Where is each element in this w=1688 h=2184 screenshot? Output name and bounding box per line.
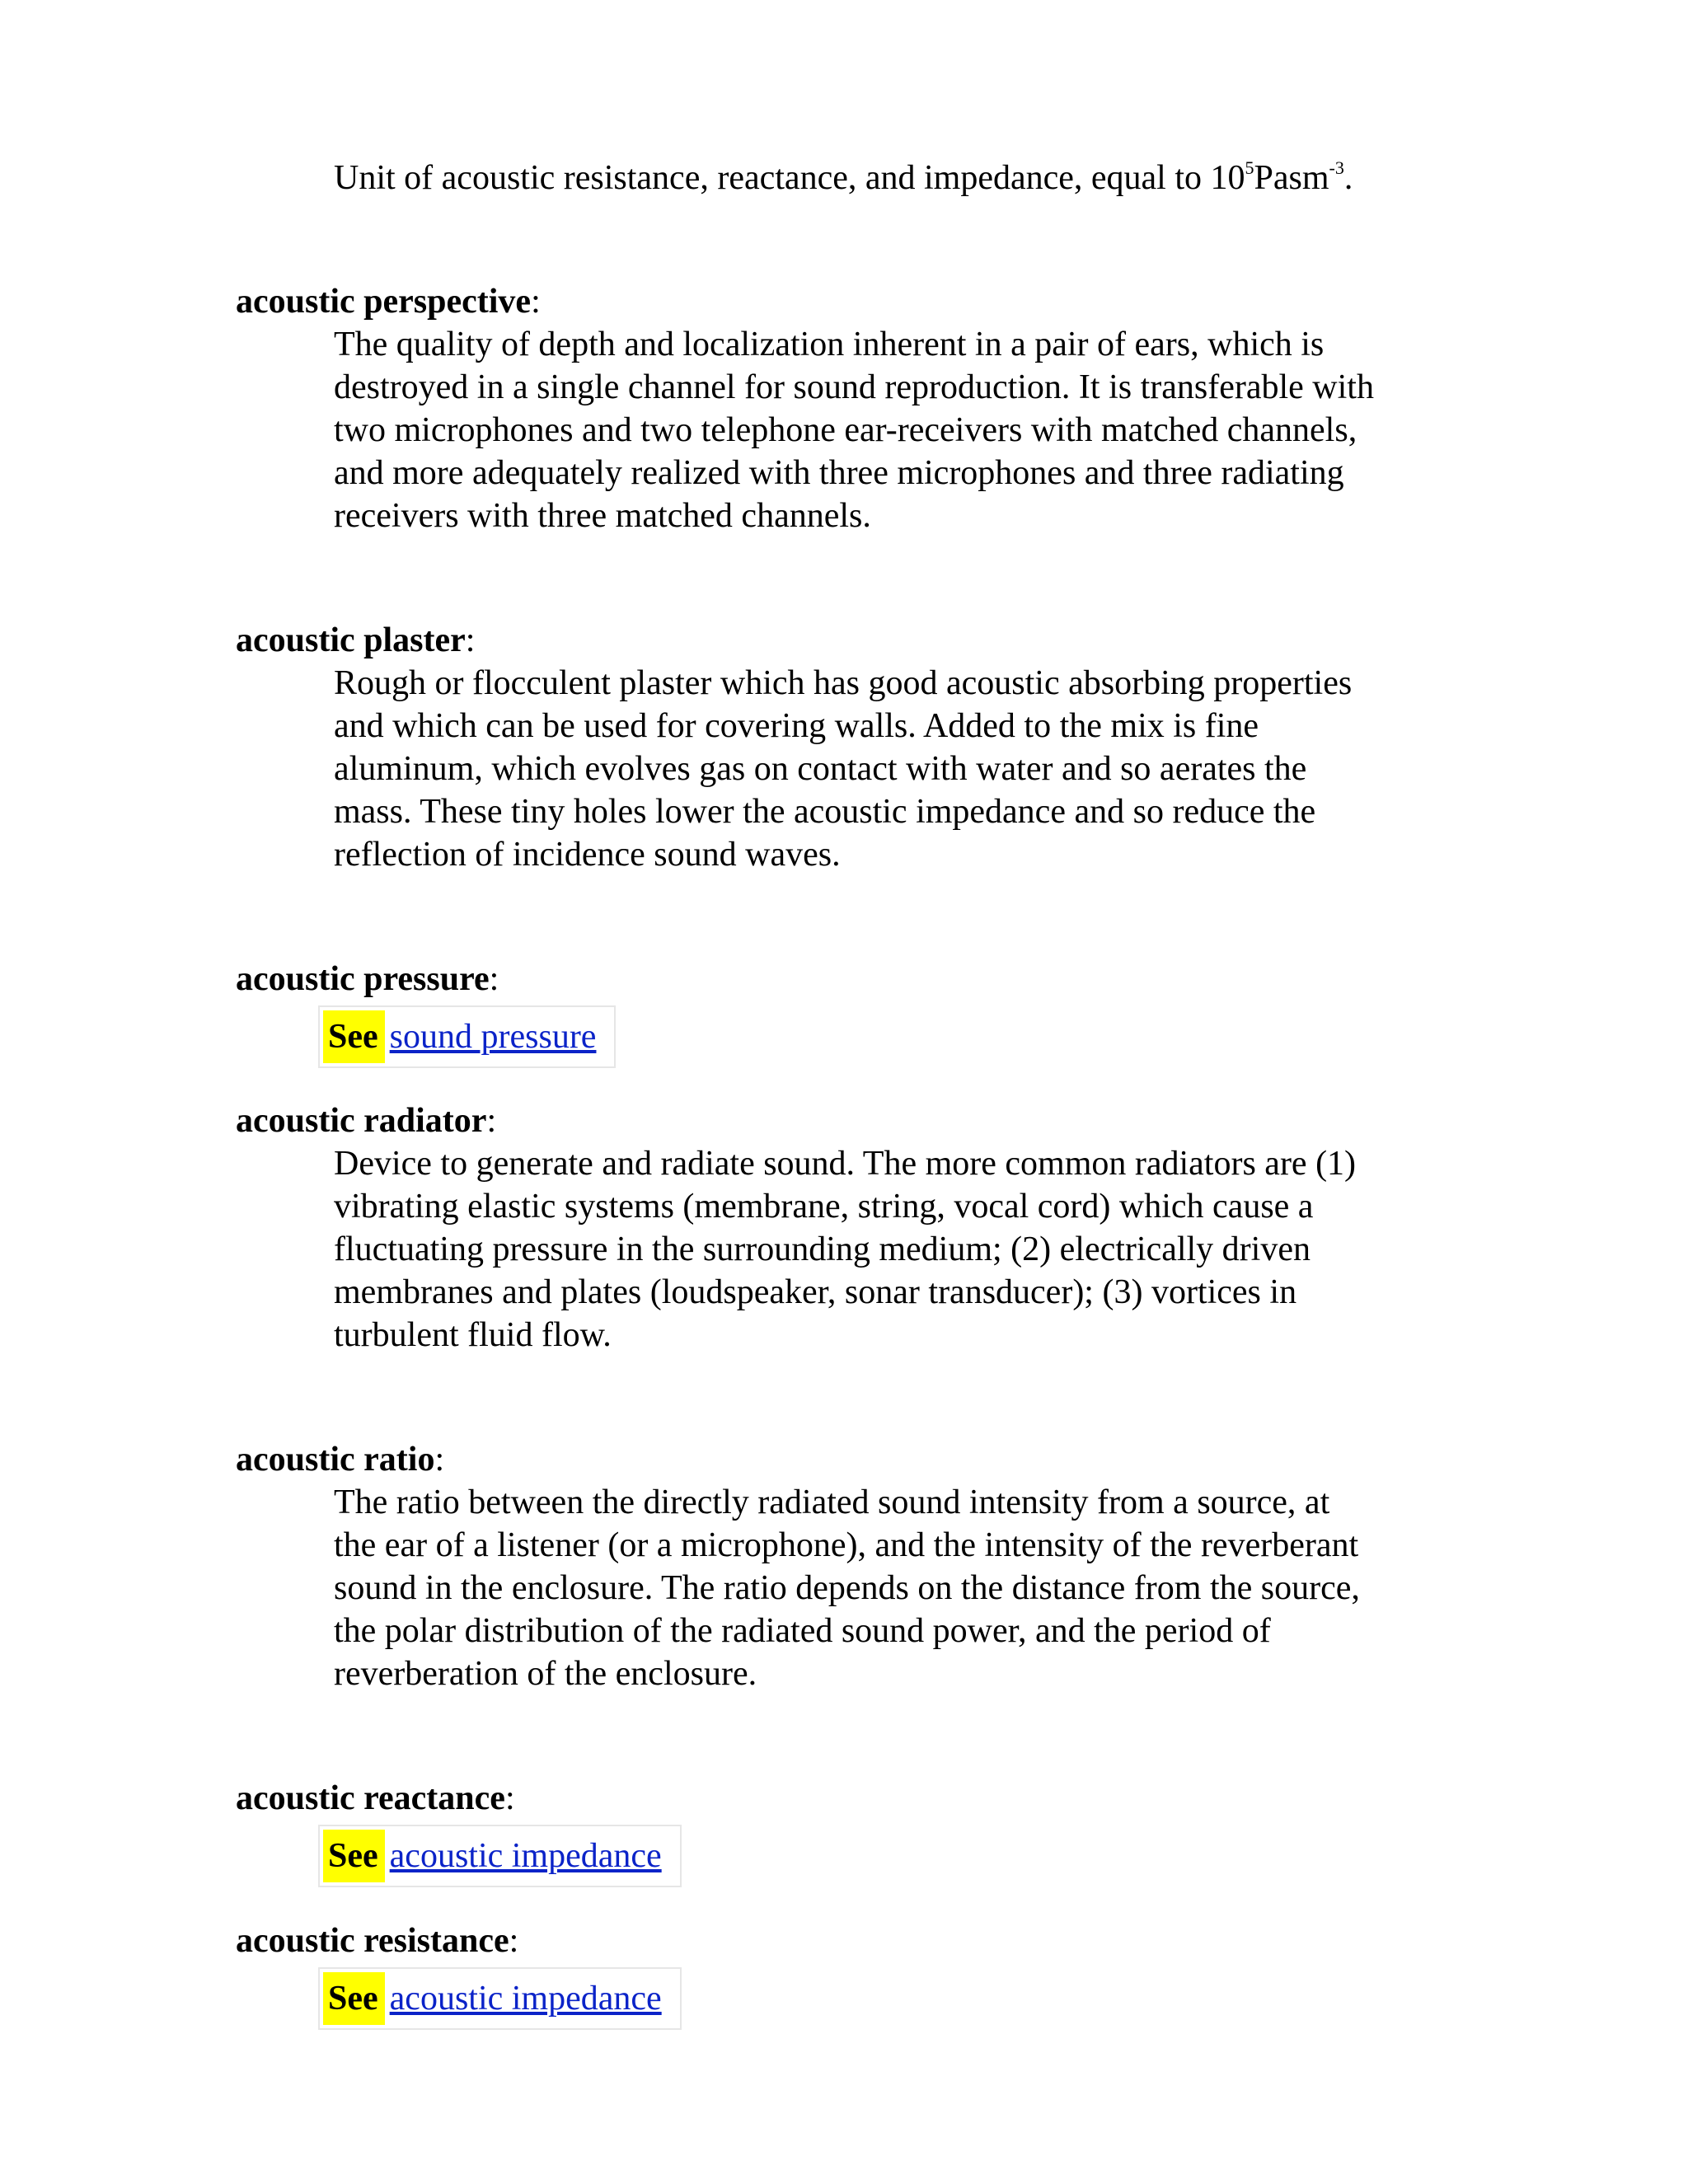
intro-superscript-exponent: 5 (1245, 157, 1254, 178)
definition-line: The quality of depth and localization inherent in a pair of ears, which is (334, 326, 1325, 363)
definition-line: reflection of incidence sound waves. (334, 836, 841, 874)
term-colon: : (531, 283, 541, 321)
definition-line: and more adequately realized with three microphones and three radiating (334, 454, 1344, 492)
intro-superscript-unit: -3 (1329, 157, 1344, 178)
entry-definition (334, 323, 1471, 537)
see-reference (318, 1967, 682, 2030)
term-colon: : (434, 1441, 445, 1479)
term-colon: : (486, 1102, 497, 1140)
entry-acoustic-reactance (236, 1777, 1472, 1887)
term-label: acoustic perspective (236, 283, 532, 321)
term-label: acoustic pressure (236, 960, 490, 998)
entry-term (236, 280, 1472, 323)
term-label: acoustic ratio (236, 1441, 435, 1479)
see-link-acoustic-impedance[interactable]: acoustic impedance (389, 1980, 662, 2018)
entry-acoustic-resistance (236, 1919, 1472, 2030)
definition-line: the ear of a listener (or a microphone), and the intensity of the reverberant (334, 1526, 1359, 1564)
intro-end: . (1343, 159, 1353, 197)
definition-line: Rough or flocculent plaster which has good acoustic absorbing properties (334, 664, 1353, 702)
definition-line: receivers with three matched channels. (334, 497, 871, 535)
term-label: acoustic resistance (236, 1922, 509, 1960)
see-label: See (323, 1010, 385, 1063)
entry-definition (334, 662, 1471, 876)
intro-text: Unit of acoustic resistance, reactance, and impedance, equal to 10 (334, 159, 1245, 197)
term-colon: : (465, 621, 476, 659)
see-link-sound-pressure[interactable]: sound pressure (389, 1018, 597, 1056)
see-link-acoustic-impedance[interactable]: acoustic impedance (389, 1837, 662, 1875)
term-label: acoustic radiator (236, 1102, 487, 1140)
see-label: See (323, 1972, 385, 2025)
definition-line: Device to generate and radiate sound. The more common radiators are (1) (334, 1145, 1357, 1183)
entry-acoustic-plaster (236, 619, 1472, 876)
see-reference (318, 1005, 616, 1068)
entry-term (236, 1099, 1472, 1142)
entry-acoustic-radiator (236, 1099, 1472, 1357)
definition-line: aluminum, which evolves gas on contact with water and so aerates the (334, 750, 1307, 788)
term-colon: : (509, 1922, 519, 1960)
definition-line: reverberation of the enclosure. (334, 1655, 757, 1693)
entry-term (236, 1777, 1472, 1820)
see-label: See (323, 1830, 385, 1882)
definition-line: vibrating elastic systems (membrane, string, vocal cord) which cause a (334, 1188, 1314, 1226)
definition-line: sound in the enclosure. The ratio depends on the distance from the source, (334, 1569, 1360, 1607)
definition-line: fluctuating pressure in the surrounding medium; (2) electrically driven (334, 1230, 1311, 1268)
definition-line: turbulent fluid flow. (334, 1316, 612, 1354)
entry-term (236, 619, 1472, 662)
definition-line: and which can be used for covering walls. Added to the mix is fine (334, 707, 1259, 745)
intro-unit-text: Pasm (1254, 159, 1329, 197)
term-label: acoustic plaster (236, 621, 466, 659)
entry-definition (334, 1481, 1471, 1695)
definition-line: membranes and plates (loudspeaker, sonar transducer); (3) vortices in (334, 1273, 1297, 1311)
term-colon: : (504, 1779, 515, 1817)
definition-line: mass. These tiny holes lower the acoustic impedance and so reduce the (334, 793, 1316, 831)
entry-acoustic-pressure (236, 958, 1472, 1068)
see-reference (318, 1825, 682, 1887)
intro-definition (334, 157, 1353, 199)
definition-line: the polar distribution of the radiated sound power, and the period of (334, 1612, 1271, 1650)
entry-term (236, 958, 1472, 1001)
term-label: acoustic reactance (236, 1779, 505, 1817)
term-colon: : (489, 960, 499, 998)
definition-line: destroyed in a single channel for sound reproduction. It is transferable with (334, 368, 1374, 406)
entry-acoustic-ratio (236, 1438, 1472, 1695)
definition-line: two microphones and two telephone ear-receivers with matched channels, (334, 411, 1357, 449)
entry-definition (334, 1142, 1471, 1357)
entry-term (236, 1919, 1472, 1962)
entry-acoustic-perspective (236, 280, 1472, 537)
entry-term (236, 1438, 1472, 1481)
definition-line: The ratio between the directly radiated sound intensity from a source, at (334, 1483, 1330, 1521)
